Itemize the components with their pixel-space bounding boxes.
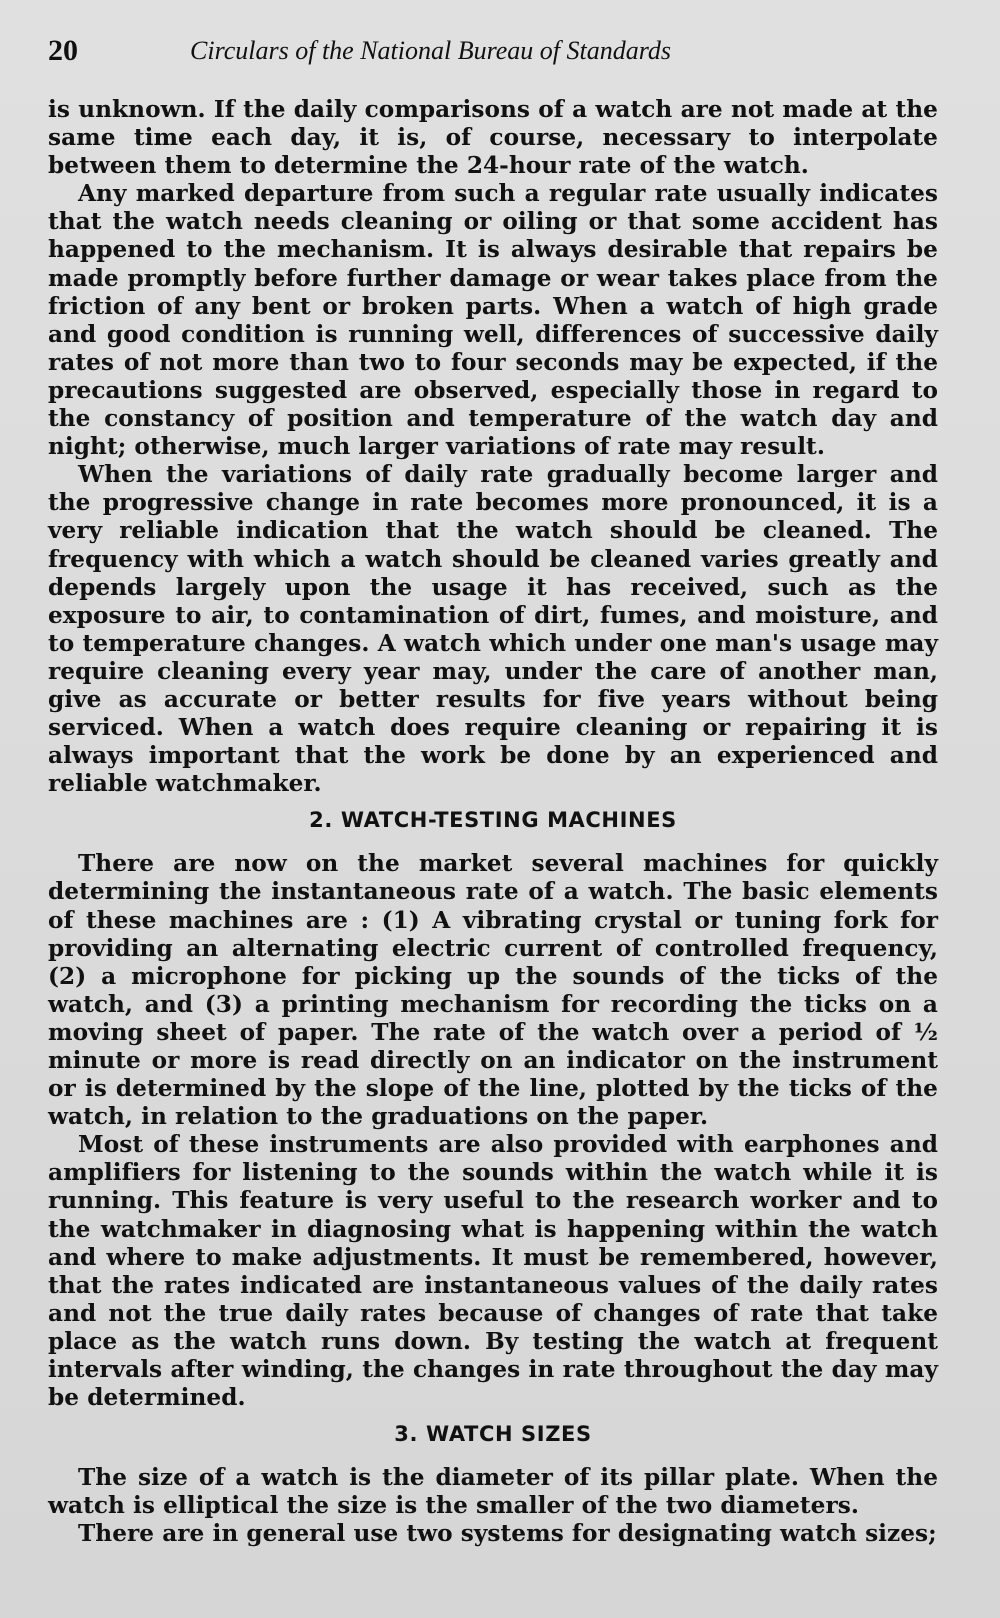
section-heading: 2. WATCH-TESTING MACHINES bbox=[309, 808, 677, 833]
page-header bbox=[48, 34, 938, 74]
paragraph: Most of these instruments are also provided with earphones and amplifiers for listening to the sounds within the watch while it is running. This feature is very useful to the research worker and to the watchmaker in diagnosing what is happening within the watch and where to make adjustments. It must be remembered, however, that the rates indicated are instantaneous values of the daily rates and not the true daily rates because of changes of rate that take place as the watch runs down. By testing the watch at frequent intervals after winding, the changes in rate throughout the day may be determined. bbox=[48, 1131, 938, 1412]
body-text bbox=[48, 96, 938, 1549]
paragraph: is unknown. If the daily comparisons of a watch are not made at the same time each day, it is, of course, necessary to interpolate between them to determine the 24-hour rate of the watch. bbox=[48, 96, 938, 180]
paragraph: The size of a watch is the diameter of its pillar plate. When the watch is elliptical the size is the smaller of the two diameters. bbox=[48, 1464, 938, 1520]
section-heading: 3. WATCH SIZES bbox=[394, 1422, 592, 1447]
paragraph: There are in general use two systems for designating watch sizes; bbox=[78, 1520, 937, 1548]
paragraph: When the variations of daily rate gradually become larger and the progressive change in rate becomes more pronounced, it is a very reliable indication that the watch should be cleaned. The frequency with which a watch should be cleaned varies greatly and depends largely upon the usage it has received, such as the exposure to air, to contamination of dirt, fumes, and moisture, and to temperature changes. A watch which under one man's usage may require cleaning every year may, under the care of another man, give as accurate or better results for five years without being serviced. When a watch does require cleaning or repairing it is always important that the work be done by an experienced and reliable watchmaker. bbox=[48, 461, 938, 798]
paragraph: There are now on the market several machines for quickly determining the instantaneous rate of a watch. The basic elements of these machines are : (1) A vibrating crystal or tuning fork for providing an alternating electric current of controlled frequency, (2) a microphone for picking up the sounds of the ticks of the watch, and (3) a printing mechanism for recording the ticks on a moving sheet of paper. The rate of the watch over a period of ½ minute or more is read directly on an indicator on the instrument or is determined by the slope of the line, plotted by the ticks of the watch, in relation to the graduations on the paper. bbox=[48, 850, 938, 1131]
paragraph: Any marked departure from such a regular rate usually indicates that the watch needs cleaning or oiling or that some accident has happened to the mechanism. It is always desirable that repairs be made promptly before further damage or wear takes place from the friction of any bent or broken parts. When a watch of high grade and good condition is running well, differences of successive daily rates of not more than two to four seconds may be expected, if the precautions suggested are observed, especially those in regard to the constancy of position and temperature of the watch day and night; otherwise, much larger variations of rate may result. bbox=[48, 180, 938, 461]
running-title: Circulars of the National Bureau of Standards bbox=[190, 36, 672, 65]
page-number: 20 bbox=[48, 34, 78, 67]
